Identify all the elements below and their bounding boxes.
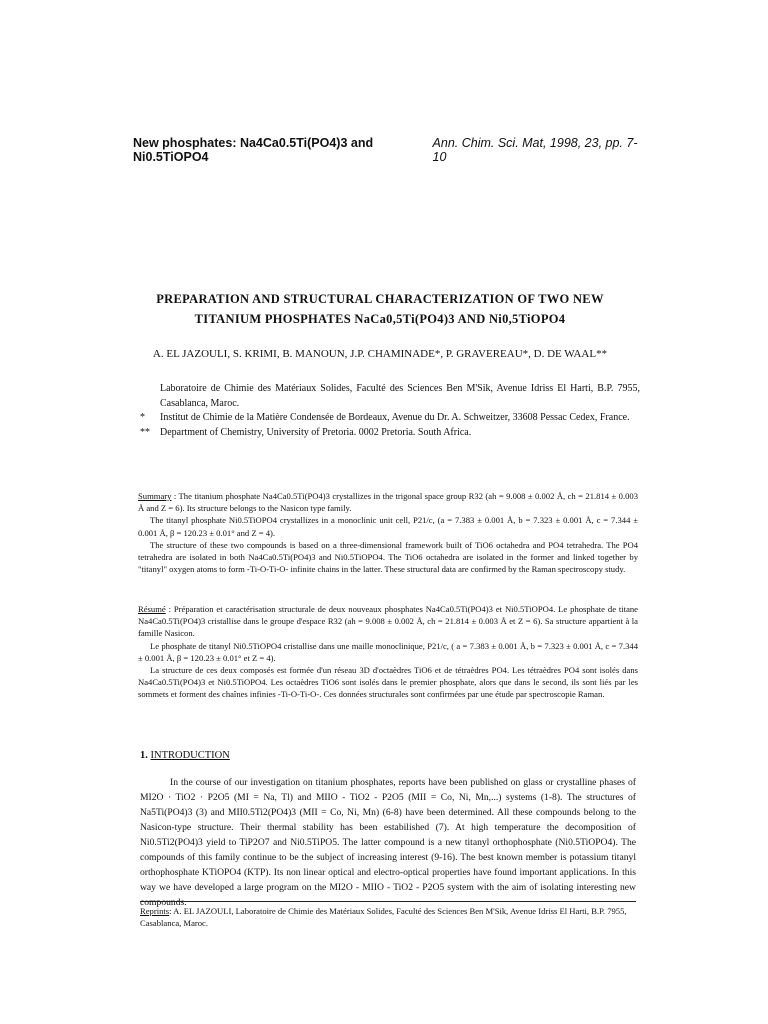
- affiliation-text: Institut de Chimie de la Matière Condensée de Bordeaux, Avenue du Dr. A. Schweitzer, 33608 Pessac Cedex, France.: [160, 412, 630, 423]
- resume-section: [138, 603, 638, 701]
- summary-label: Summary: [138, 491, 172, 501]
- summary-text: : The titanium phosphate Na4Ca0.5Ti(PO4)3 crystallizes in the trigonal space group R32 (ah = 9.008 ± 0.002 Å, ch = 21.814 ± 0.003 Å and Z = 6). Its structure belongs to the Nasicon type family.: [138, 491, 638, 514]
- affiliations: [140, 382, 640, 440]
- affiliation-mark: **: [140, 426, 150, 438]
- resume-paragraph-2: Le phosphate de titanyl Ni0.5TiOPO4 cristallise dans une maille monoclinique, P21/c, ( a = 7.383 ± 0.001 Å, b = 7.323 ± 0.001 Å, c = 7.344 ± 0.001 Å, β = 120.23 ± 0.01° et Z = 4).: [138, 640, 638, 663]
- introduction-body: [140, 775, 636, 910]
- affiliation-mark: [140, 382, 160, 411]
- summary-section: [138, 490, 638, 575]
- reprints-footnote: [140, 905, 636, 929]
- affiliation-1: [140, 382, 640, 411]
- summary-paragraph-2: The titanyl phosphate Ni0.5TiOPO4 crystallizes in a monoclinic unit cell, P21/c, (a = 7.383 ± 0.001 Å, b = 7.323 ± 0.001 Å, c = 7.344 ± 0.001 Å, β = 120.23 ± 0.01° and Z = 4).: [138, 515, 638, 538]
- footnote-rule: [140, 901, 636, 902]
- resume-paragraph-3: La structure de ces deux composés est formée d'un réseau 3D d'octaèdres TiO6 et de tétraèdres PO4. Les tétraèdres PO4 sont isolés dans Na4Ca0.5Ti(PO4)3 et Ni0.5TiOPO4. Les octaèdres TiO6 sont isolés dans le premier phosphate, alors que dans le second, ils sont liés par les sommets et forment des chaînes infinies -Ti-O-Ti-O-. Ces données structurales sont confirmées par une étude par spectroscopie Raman.: [138, 665, 638, 700]
- running-head: [133, 136, 638, 164]
- affiliation-text: Laboratoire de Chimie des Matériaux Solides, Faculté des Sciences Ben M'Sik, Avenue Idriss El Harti, B.P. 7955, Casablanca, Maroc.: [160, 383, 640, 409]
- paper-title-line-2: TITANIUM PHOSPHATES NaCa0,5Ti(PO4)3 AND Ni0,5TiOPO4: [194, 312, 566, 326]
- running-head-citation: Ann. Chim. Sci. Mat, 1998, 23, pp. 7-10: [432, 136, 638, 164]
- affiliation-text: Department of Chemistry, University of Pretoria. 0002 Pretoria. South Africa.: [160, 426, 472, 438]
- affiliation-2: [140, 411, 640, 426]
- author-list: A. EL JAZOULI, S. KRIMI, B. MANOUN, J.P. CHAMINADE*, P. GRAVEREAU*, D. DE WAAL**: [152, 348, 608, 360]
- affiliation-mark: *: [140, 412, 145, 423]
- reprints-label: Reprints: [140, 906, 170, 916]
- introduction-paragraph: In the course of our investigation on titanium phosphates, reports have been published on glass or crystalline phases of MI2O · TiO2 · P2O5 (MI = Na, Tl) and MIIO - TiO2 - P2O5 (MII = Co, Ni, Mn,...) systems (1-8). The structures of Na5Ti(PO4)3 (3) and MII0.5Ti2(PO4)3 (MII = Co, Ni, Mn) (6-8) have been determined. All these compounds belong to the Nasicon-type structure. Their thermal stability has been estabilished (7). At high temperature the decomposition of Ni0.5Ti2(PO4)3 yield to TiP2O7 and Ni0.5TiPO5. The latter compound is a new titanyl orthophosphate (Ni0.5TiOPO4). The compounds of this family continue to be the subject of increasing interest (9-16). The best known member is potassium titanyl orthophosphate KTiOPO4 (KTP). Its non linear optical and electro-optical properties have found important applications. In this way we have developed a large program on the MI2O - MIIO - TiO2 - P2O5 system with the aim of isolating interesting new compounds.: [140, 777, 636, 908]
- section-heading: [140, 750, 230, 761]
- running-head-title: New phosphates: Na4Ca0.5Ti(PO4)3 and Ni0.5TiOPO4: [133, 136, 374, 164]
- affiliation-3: [140, 426, 640, 441]
- resume-text: : Préparation et caractérisation structurale de deux nouveaux phosphates Na4Ca0.5Ti(PO4)3 et Ni0.5TiOPO4. Le phosphate de titane Na4Ca0.5Ti(PO4)3 cristallise dans le groupe d'espace R32 (ah = 9.008 ± 0.002 Å, ch = 21.814 ± 0.003 Å et Z = 6). Sa structure appartient à la famille Nasicon.: [138, 604, 638, 639]
- section-title: INTRODUCTION: [150, 750, 230, 761]
- paper-title-line-1: PREPARATION AND STRUCTURAL CHARACTERIZATION OF TWO NEW: [156, 292, 604, 306]
- reprints-text: : A. EL JAZOULI, Laboratoire de Chimie des Matériaux Solides, Faculté des Sciences Ben M'Sik, Avenue Idriss El Harti, B.P. 7955, Casablanca, Maroc.: [140, 906, 627, 928]
- section-number: 1.: [140, 750, 151, 761]
- summary-paragraph-3: The structure of these two compounds is based on a three-dimensional framework built of TiO6 octahedra and PO4 tetrahedra. The PO4 tetrahedra are isolated in both Na4Ca0.5Ti(PO4)3 and Ni0.5TiOPO4. The TiO6 octahedra are isolated in the former and linked together by "titanyl" oxygen atoms to form -Ti-O-Ti-O- infinite chains in the latter. These structural data are confirmed by the Raman spectroscopy study.: [138, 539, 638, 575]
- summary-paragraph-1: [138, 490, 638, 514]
- resume-label: Résumé: [138, 604, 166, 614]
- paper-title: [150, 289, 610, 329]
- resume-paragraph-1: [138, 603, 638, 640]
